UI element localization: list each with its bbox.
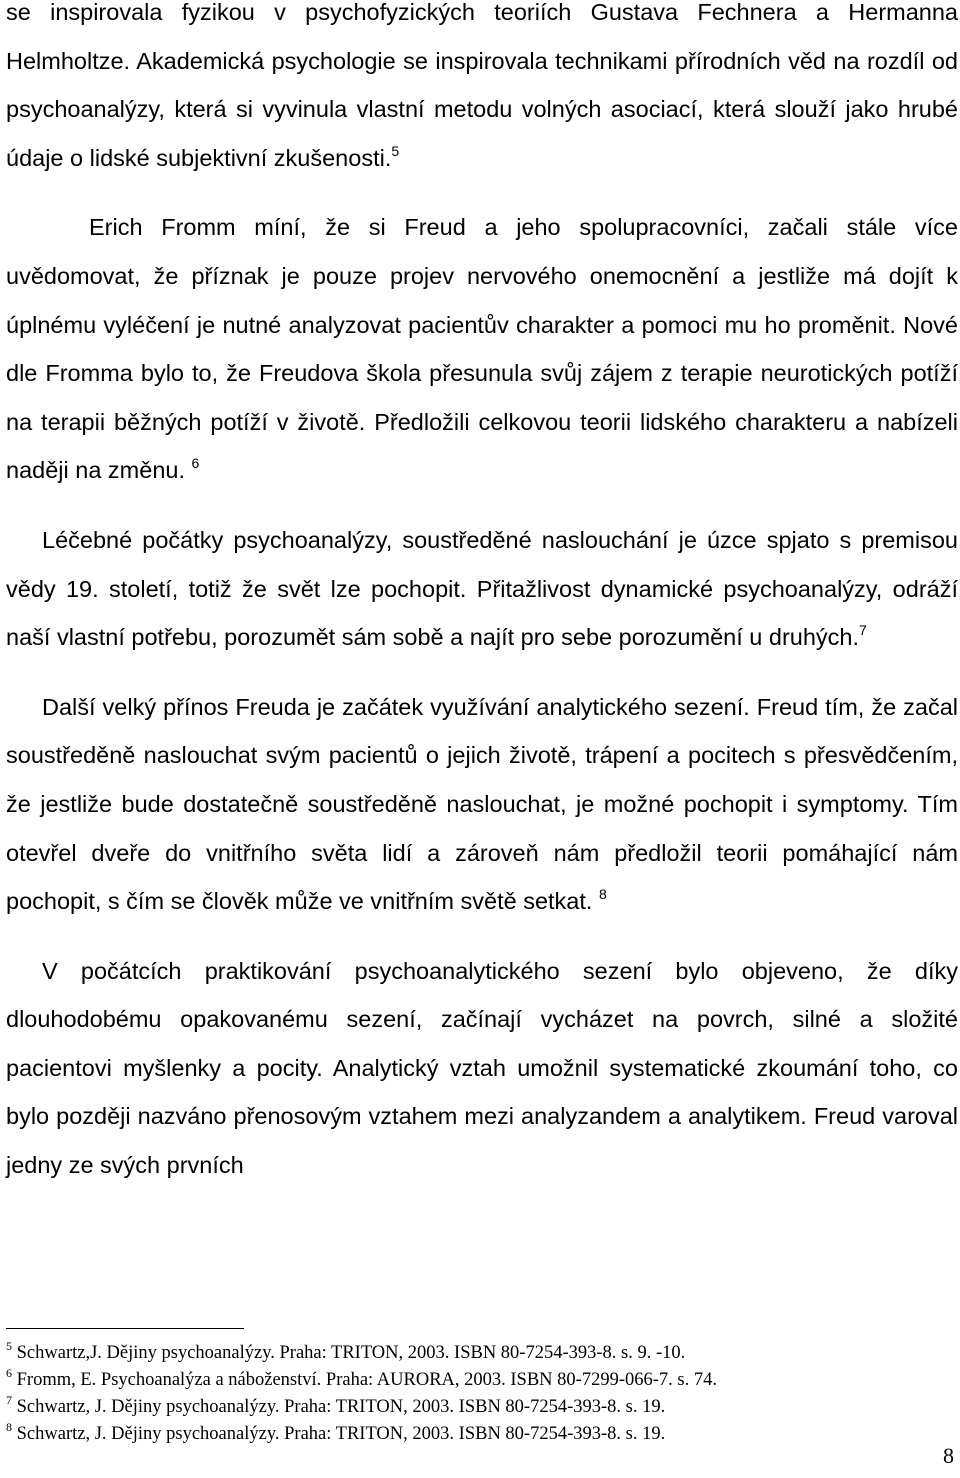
footnote-ref[interactable]: 5 (391, 142, 400, 159)
paragraph-5 (6, 947, 958, 1190)
footnotes (6, 1340, 936, 1448)
footnote-separator (6, 1328, 244, 1329)
paragraph-text: Další velký přínos Freuda je začátek využívání analytického sezení. Freud tím, že začal soustředěně naslouchat svým pacientů o jejich životě, trápení a pocitech s přesvědčením, že jestliže bude dostatečně soustředěně naslouchat, je možné pochopit i symptomy. Tím otevřel dveře do vnitřního světa lidí a zároveň nám předložil teorii pomáhající nám pochopit, s čím se člověk může ve vnitřním světě setkat. (6, 693, 958, 915)
footnote-text: Schwartz, J. Dějiny psychoanalýzy. Praha: TRITON, 2003. ISBN 80-7254-393-8. s. 19. (16, 1424, 666, 1444)
page-body (6, 0, 958, 1190)
paragraph-2 (6, 203, 958, 495)
footnote-text: Schwartz, J. Dějiny psychoanalýzy. Praha: TRITON, 2003. ISBN 80-7254-393-8. s. 19. (16, 1397, 666, 1417)
footnote-7 (6, 1394, 936, 1421)
page-number: 8 (943, 1443, 954, 1468)
paragraph-text: se inspirovala fyzikou v psychofyzických teoriích Gustava Fechnera a Hermanna Helmholtze. Akademická psychologie se inspirovala technikami přírodních věd na rozdíl od psychoanalýzy, která si vyvinula vlastní metodu volných asociací, která slouží jako hrubé údaje o lidské subjektivní zkušenosti. (6, 0, 958, 171)
footnote-8 (6, 1421, 936, 1448)
footnote-5 (6, 1340, 936, 1367)
footnote-ref[interactable]: 7 (859, 622, 867, 639)
footnote-number: 5 (6, 1339, 12, 1353)
paragraph-3 (6, 516, 958, 662)
footnote-text: Fromm, E. Psychoanalýza a náboženství. Praha: AURORA, 2003. ISBN 80-7299-066-7. s. 74. (16, 1370, 717, 1390)
footnote-ref[interactable]: 6 (191, 455, 200, 472)
footnote-6 (6, 1367, 936, 1394)
paragraph-text: V počátcích praktikování psychoanalytického sezení bylo objeveno, že díky dlouhodobému opakovanému sezení, začínají vycházet na povrch, silné a složité pacientovi myšlenky a pocity. Analytický vztah umožnil systematické zkoumání toho, co bylo později nazváno přenosovým vztahem mezi analyzandem a analytikem. Freud varoval jedny ze svých prvních (6, 957, 958, 1179)
paragraph-text: Erich Fromm míní, že si Freud a jeho spolupracovníci, začali stále více uvědomovat, že příznak je pouze projev nervového onemocnění a jestliže má dojít k úplnému vyléčení je nutné analyzovat pacientův charakter a pomoci mu ho proměnit. Nové dle Fromma bylo to, že Freudova škola přesunula svůj zájem z terapie neurotických potíží na terapii běžných potíží v životě. Předložili celkovou teorii lidského charakteru a nabízeli naději na změnu. (6, 214, 958, 484)
footnote-ref[interactable]: 8 (598, 886, 607, 903)
footnote-number: 7 (6, 1393, 12, 1407)
footnote-number: 8 (6, 1420, 12, 1434)
paragraph-text: Léčebné počátky psychoanalýzy, soustředěné naslouchání je úzce spjato s premisou vědy 19. století, totiž že svět lze pochopit. Přitažlivost dynamické psychoanalýzy, odráží naší vlastní potřebu, porozumět sám sobě a najít pro sebe porozumění u druhých. (6, 526, 958, 651)
paragraph-4 (6, 683, 958, 926)
paragraph-1 (6, 0, 958, 182)
footnote-text: Schwartz,J. Dějiny psychoanalýzy. Praha: TRITON, 2003. ISBN 80-7254-393-8. s. 9. -10. (16, 1343, 686, 1363)
footnote-number: 6 (6, 1366, 12, 1380)
